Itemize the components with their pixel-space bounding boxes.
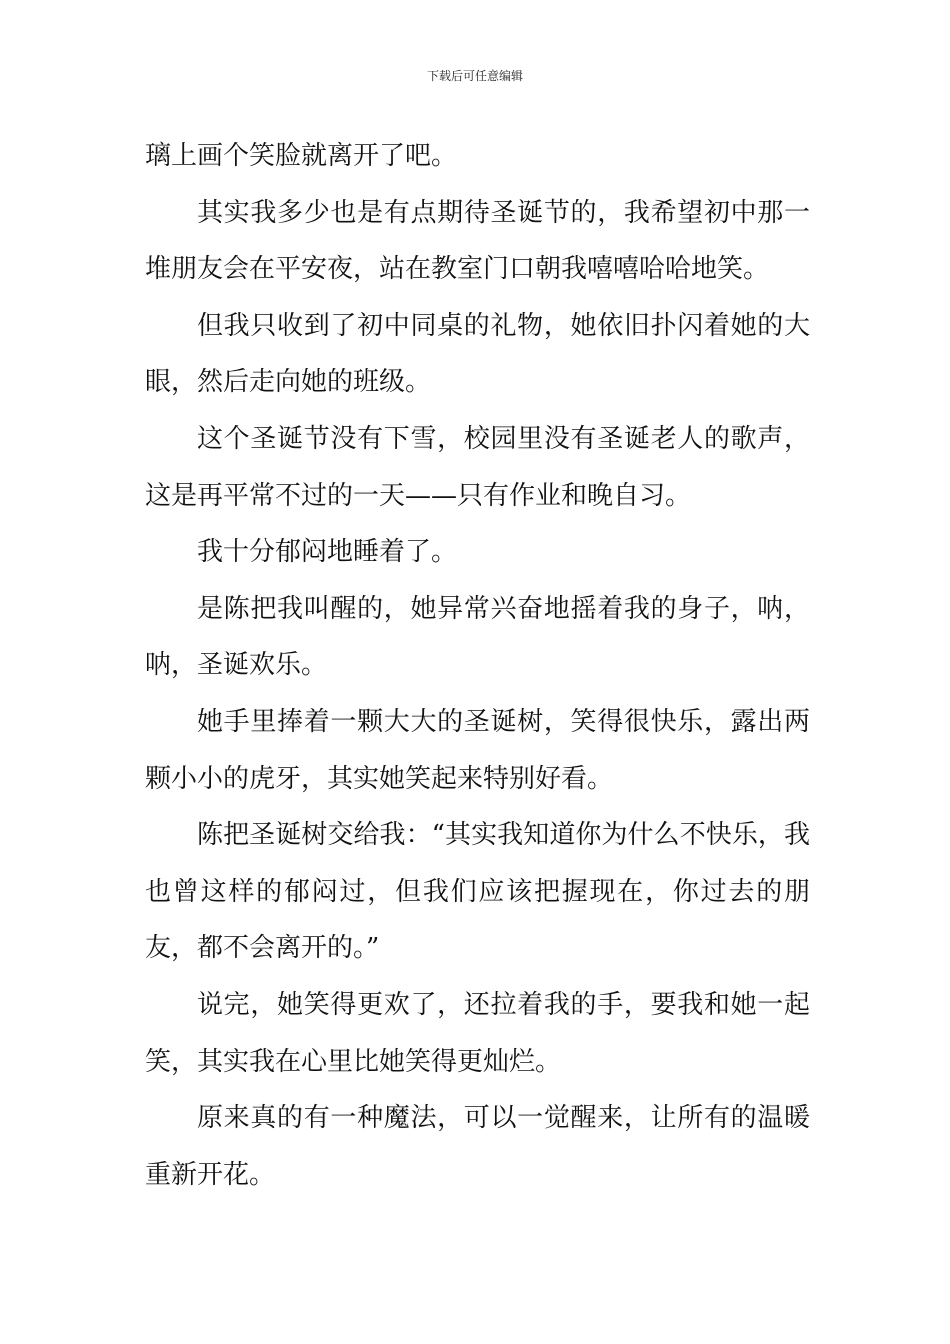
paragraph: 她手里捧着一颗大大的圣诞树，笑得很快乐，露出两颗小小的虎牙，其实她笑起来特别好看。: [145, 706, 810, 794]
paragraph: 但我只收到了初中同桌的礼物，她依旧扑闪着她的大眼，然后走向她的班级。: [145, 310, 810, 398]
paragraph: 我十分郁闷地睡着了。: [197, 537, 458, 568]
paragraph-continuation: 璃上画个笑脸就离开了吧。: [145, 141, 458, 171]
paragraph: 陈把圣诞树交给我：“其实我知道你为什么不快乐，我也曾这样的郁闷过，但我们应该把握现在，你过去的朋友，都不会离开的。”: [145, 820, 810, 964]
paragraph: 这个圣诞节没有下雪，校园里没有圣诞老人的歌声，这是再平常不过的一天——只有作业和晚自习。: [145, 423, 810, 511]
body-text: [145, 128, 810, 1203]
page-header: 下载后可任意编辑: [426, 69, 523, 83]
paragraph: 原来真的有一种魔法，可以一觉醒来，让所有的温暖重新开花。: [145, 1103, 810, 1190]
paragraph: 其实我多少也是有点期待圣诞节的，我希望初中那一堆朋友会在平安夜，站在教室门口朝我嘻嘻哈哈地笑。: [145, 197, 810, 285]
paragraph: 是陈把我叫醒的，她异常兴奋地摇着我的身子，呐，呐，圣诞欢乐。: [145, 593, 810, 681]
paragraph: 说完，她笑得更欢了，还拉着我的手，要我和她一起笑，其实我在心里比她笑得更灿烂。: [145, 989, 810, 1077]
